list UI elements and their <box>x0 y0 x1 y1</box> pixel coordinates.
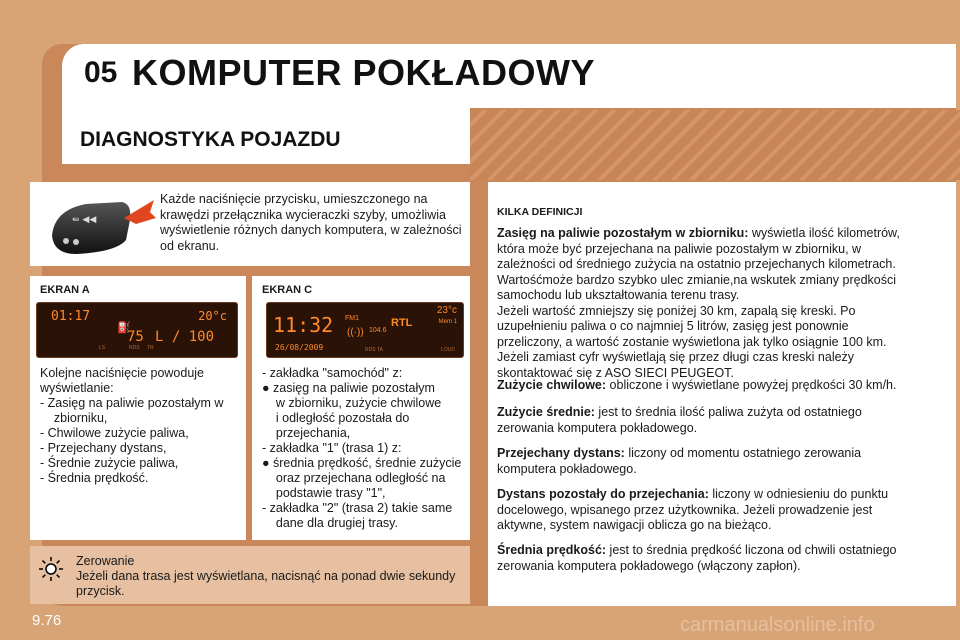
list-item: ● średnia prędkość, średnie zużycie <box>262 456 462 470</box>
intro-text: Każde naciśnięcie przycisku, umieszczonego na krawędzi przełącznika wycieraczki szyby, umożliwia wyświetlenie różnych danych komputera, w zależności od ekranu. <box>160 192 462 253</box>
list-item: i odległość pozostała do <box>262 411 410 425</box>
fuel-pump-icon: ⛽ <box>117 322 131 334</box>
screen-c-freq: 104.6 <box>369 327 387 334</box>
screen-c-date: 26/08/2009 <box>275 343 324 352</box>
definition-term: Średnia prędkość: <box>497 543 607 557</box>
chapter-number: 05 <box>84 56 118 89</box>
definition-term: Zużycie chwilowe: <box>497 378 607 392</box>
screen-a-bottom-3: TR <box>147 345 154 351</box>
list-item: - zakładka "1" (trasa 1) z: <box>262 441 402 455</box>
tip-sun-icon <box>38 556 64 582</box>
screen-a-list <box>40 366 223 486</box>
definition-term: Zasięg na paliwie pozostałym w zbiorniku: <box>497 226 749 240</box>
decorative-stripes <box>470 110 960 180</box>
definition-text: jest to średnia ilość paliwa zużyta od ostatniego zerowania komputera pokładowego. <box>497 405 862 435</box>
list-item: w zbiorniku, zużycie chwilowe <box>262 396 442 410</box>
screen-c-station: RTL <box>391 317 413 329</box>
screen-a-bottom-1: LS <box>99 345 106 351</box>
list-item: - Średnie zużycie paliwa, <box>40 456 179 470</box>
screen-c-temp: 23°c <box>436 305 457 316</box>
page-number: 9.76 <box>32 612 62 629</box>
definition-distance <box>497 446 917 477</box>
definition-term: Przejechany dystans: <box>497 446 625 460</box>
screen-c-display <box>266 302 464 358</box>
definition-extra: Jeżeli wartość zmniejszy się poniżej 30 km, zapalą się kreski. Po uzupełnieniu paliwa o co najmniej 5 litrów, zasięg jest ponownie przeliczony, a wartość zostanie wyświetlona jak tylko osiągnie 100 km. <box>497 303 887 349</box>
definition-text: wyświetla ilość kilometrów, która może być przejechana na paliwie pozostałym w zbiorniku, w zależności od średniego zużycia na ostatnio przejechanych kilometrach. Wartośćmoże bardzo szybko ulec zmianie,na wskutek zmiany prędkości samochodu lub ukształtowania terenu trasy. <box>497 226 900 302</box>
definition-average <box>497 405 917 436</box>
screen-c-list <box>262 366 461 531</box>
list-item: - Średnia prędkość. <box>40 471 149 485</box>
list-item: ● zasięg na paliwie pozostałym <box>262 381 435 395</box>
list-item: - zakładka "samochód" z: <box>262 366 403 380</box>
screen-c-mem: Mem 1 <box>438 319 457 325</box>
svg-text:⇚ ◀◀: ⇚ ◀◀ <box>72 215 97 225</box>
screen-a-temp: 20°c <box>198 309 227 323</box>
screen-a-range: 75 <box>127 329 144 345</box>
definition-range <box>497 226 917 381</box>
page-title: KOMPUTER POKŁADOWY <box>132 52 595 93</box>
screen-c-band: FM1 <box>345 315 359 322</box>
list-item: wyświetlanie: <box>40 381 114 395</box>
list-item: - zakładka "2" (trasa 2) takie same <box>262 501 453 515</box>
definition-speed <box>497 543 917 574</box>
note-body: Jeżeli dana trasa jest wyświetlana, nacisnąć na ponad dwie sekundy przycisk. <box>76 569 456 598</box>
list-item: - Zasięg na paliwie pozostałym w <box>40 396 224 410</box>
list-item: - Przejechany dystans, <box>40 441 167 455</box>
definition-text: liczony w odniesieniu do punktu docelowego, wpisanego przez użytkownika. Jeżeli prowadzenie jest aktywne, system nawigacji oblicza go na bieżąco. <box>497 487 889 532</box>
list-item: oraz przejechana odległość na <box>262 471 446 485</box>
definition-remaining <box>497 487 917 534</box>
definition-text: obliczone i wyświetlane powyżej prędkości 30 km/h. <box>606 378 897 392</box>
definitions-heading: KILKA DEFINICJI <box>497 206 583 218</box>
list-item: dane dla drugiej trasy. <box>262 516 398 530</box>
screen-c-time: 11:32 <box>273 313 334 337</box>
radio-icon: ((·)) <box>347 327 364 338</box>
screen-a-bottom-2: RDS <box>129 345 140 351</box>
definition-text: jest to średnia prędkość liczona od chwili ostatniego zerowania komputera pokładowego (włączony zapłon). <box>497 543 897 573</box>
note-title: Zerowanie <box>76 554 135 568</box>
list-item: przejechania, <box>262 426 351 440</box>
list-item: zbiorniku, <box>40 411 108 425</box>
definition-instant <box>497 378 917 394</box>
definition-text: liczony od momentu ostatniego zerowania komputera pokładowego. <box>497 446 862 476</box>
watermark: carmanualsonline.info <box>680 614 875 636</box>
screen-a-time: 01:17 <box>51 309 91 324</box>
screen-c-label: EKRAN C <box>262 284 313 296</box>
list-item: - Chwilowe zużycie paliwa, <box>40 426 189 440</box>
definition-extra: Jeżeli zamiast cyfr wyświetlają się przez długi czas kreski należy skontaktować się z ASO SIECI PEUGEOT. <box>497 350 855 380</box>
section-subtitle: DIAGNOSTYKA POJAZDU <box>80 128 341 151</box>
list-item: podstawie trasy "1", <box>262 486 386 500</box>
reset-note-text <box>76 554 466 599</box>
definition-term: Dystans pozostały do przejechania: <box>497 487 709 501</box>
screen-a-unit: L / 100 <box>155 329 215 345</box>
screen-a-label: EKRAN A <box>40 284 90 296</box>
screen-a-display <box>36 302 238 358</box>
screen-c-bottom-2: LOUD <box>441 347 455 353</box>
definition-term: Zużycie średnie: <box>497 405 595 419</box>
list-item: Kolejne naciśnięcie powoduje <box>40 366 205 380</box>
screen-c-bottom-1: RDS TA <box>365 347 383 353</box>
wiper-stalk-icon <box>46 196 156 258</box>
